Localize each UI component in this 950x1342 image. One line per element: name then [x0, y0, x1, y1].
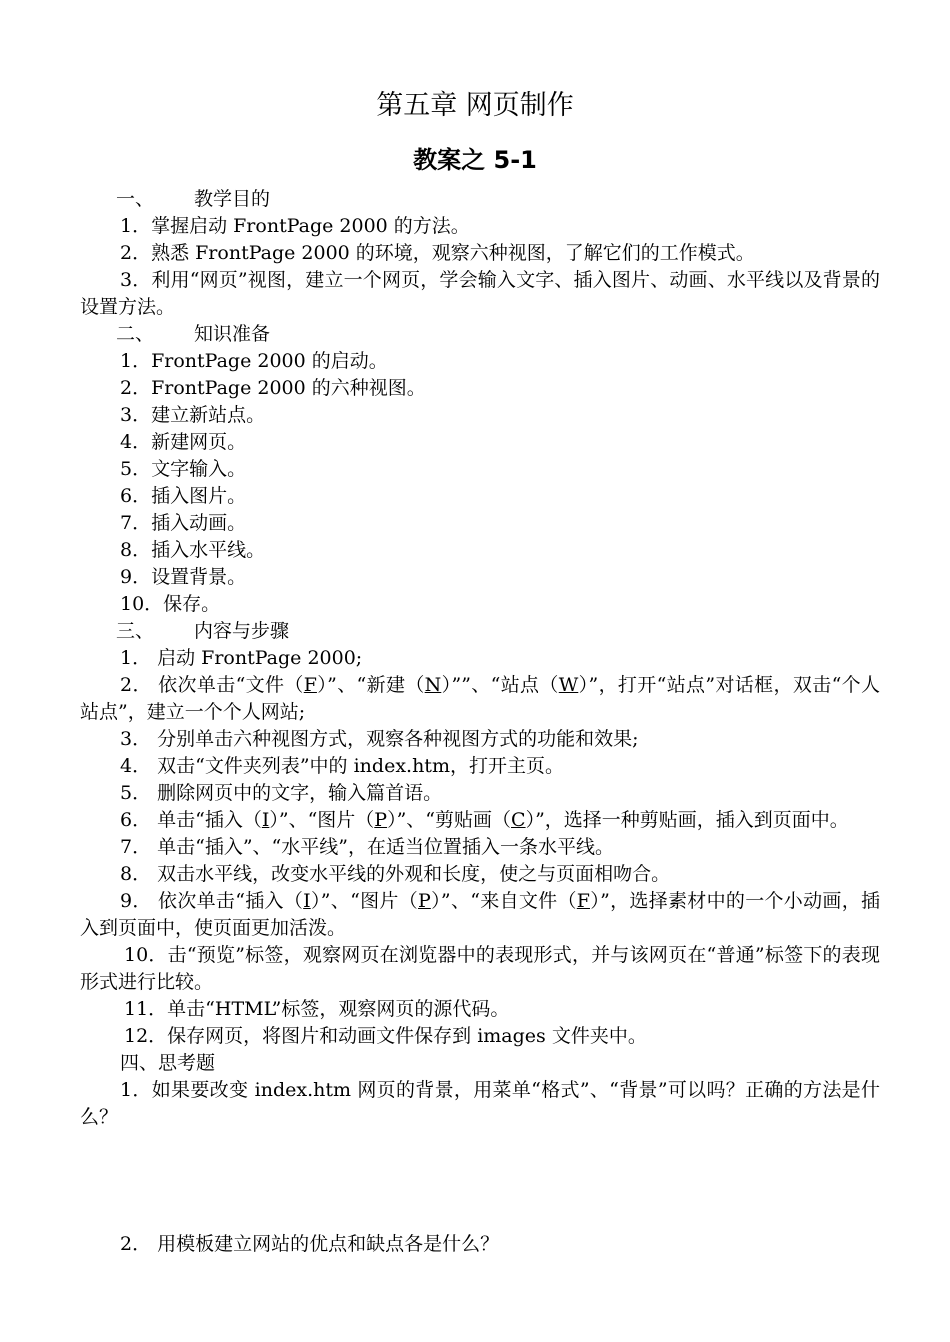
section-heading-steps — [80, 618, 880, 645]
section-number: 三、 — [116, 620, 155, 642]
lesson-subtitle: 教案之 5-1 — [413, 146, 537, 174]
step-text: ）”、“新建（ — [316, 674, 425, 696]
section-heading-preparation — [80, 321, 880, 348]
step-text: 9． 依次单击“插入（ — [120, 890, 304, 912]
step-item — [80, 672, 880, 726]
section-heading-objectives — [80, 186, 880, 213]
step-item: 3． 分别单击六种视图方式，观察各种视图方式的功能和效果; — [120, 728, 639, 750]
list-item: 1．FrontPage 2000 的启动。 — [120, 350, 388, 372]
chapter-title: 第五章 网页制作 — [376, 90, 574, 121]
section-heading-questions: 四、思考题 — [120, 1052, 216, 1074]
step-text: ）”、“剪贴画（ — [387, 809, 512, 831]
list-item: 2．熟悉 FrontPage 2000 的环境，观察六种视图，了解它们的工作模式。 — [120, 242, 755, 264]
list-item: 3．利用“网页”视图，建立一个网页，学会输入文字、插入图片、动画、水平线以及背景的设置方法。 — [80, 269, 880, 318]
list-item: 10．保存。 — [120, 593, 221, 615]
section-label: 教学目的 — [194, 188, 271, 210]
shortcut-key: F — [303, 674, 317, 696]
step-item: 4． 双击“文件夹列表”中的 index.htm，打开主页。 — [120, 755, 564, 777]
step-item: 10．击“预览”标签，观察网页在浏览器中的表现形式，并与该网页在“普通”标签下的表现形式进行比较。 — [80, 944, 880, 993]
shortcut-key: N — [424, 674, 442, 696]
step-text: ）”，打开“站点”对话框，双击“个人站点”，建立一个个人网站; — [80, 674, 881, 723]
step-text: ）”，选择素材中的一个小动画，插入到页面中，使页面更加活泼。 — [80, 890, 881, 939]
list-item: 2．FrontPage 2000 的六种视图。 — [120, 377, 426, 399]
list-item: 9．设置背景。 — [120, 566, 247, 588]
list-item: 6．插入图片。 — [120, 485, 247, 507]
shortcut-key: P — [374, 809, 388, 831]
step-text: ）”、“图片（ — [269, 809, 375, 831]
list-item: 7．插入动画。 — [120, 512, 247, 534]
step-item: 12．保存网页，将图片和动画文件保存到 images 文件夹中。 — [124, 1025, 647, 1047]
step-text: ）”、“图片（ — [310, 890, 419, 912]
step-item — [80, 888, 880, 942]
question-item: 2． 用模板建立网站的优点和缺点各是什么？ — [120, 1233, 500, 1255]
list-item: 8．插入水平线。 — [120, 539, 266, 561]
document-body — [80, 186, 880, 1258]
shortcut-key: C — [511, 809, 526, 831]
shortcut-key: I — [303, 890, 311, 912]
shortcut-key: P — [418, 890, 431, 912]
section-label: 知识准备 — [194, 323, 271, 345]
section-label: 内容与步骤 — [194, 620, 290, 642]
step-text: ）”、“来自文件（ — [430, 890, 577, 912]
section-number: 二、 — [116, 323, 155, 345]
step-item: 1． 启动 FrontPage 2000; — [120, 647, 363, 669]
list-item: 4．新建网页。 — [120, 431, 247, 453]
step-item: 5． 删除网页中的文字，输入篇首语。 — [120, 782, 443, 804]
step-item: 11．单击“HTML”标签，观察网页的源代码。 — [124, 998, 510, 1020]
list-item: 3．建立新站点。 — [120, 404, 266, 426]
question-item: 1．如果要改变 index.htm 网页的背景，用菜单“格式”、“背景”可以吗？正确的方法是什么？ — [80, 1079, 880, 1128]
step-text: ）”，选择一种剪贴画，插入到页面中。 — [525, 809, 849, 831]
step-text: 6． 单击“插入（ — [120, 809, 262, 831]
step-item — [80, 807, 880, 834]
shortcut-key: I — [261, 809, 270, 831]
answer-space — [80, 1131, 880, 1231]
list-item: 1．掌握启动 FrontPage 2000 的方法。 — [120, 215, 470, 237]
list-item: 5．文字输入。 — [120, 458, 247, 480]
shortcut-key: F — [576, 890, 590, 912]
step-text: 2． 依次单击“文件（ — [120, 674, 304, 696]
section-number: 一、 — [116, 188, 155, 210]
step-item: 8． 双击水平线，改变水平线的外观和长度，使之与页面相吻合。 — [120, 863, 671, 885]
step-item: 7． 单击“插入”、“水平线”，在适当位置插入一条水平线。 — [120, 836, 614, 858]
shortcut-key: W — [558, 674, 579, 696]
step-text: ）””、“站点（ — [441, 674, 559, 696]
